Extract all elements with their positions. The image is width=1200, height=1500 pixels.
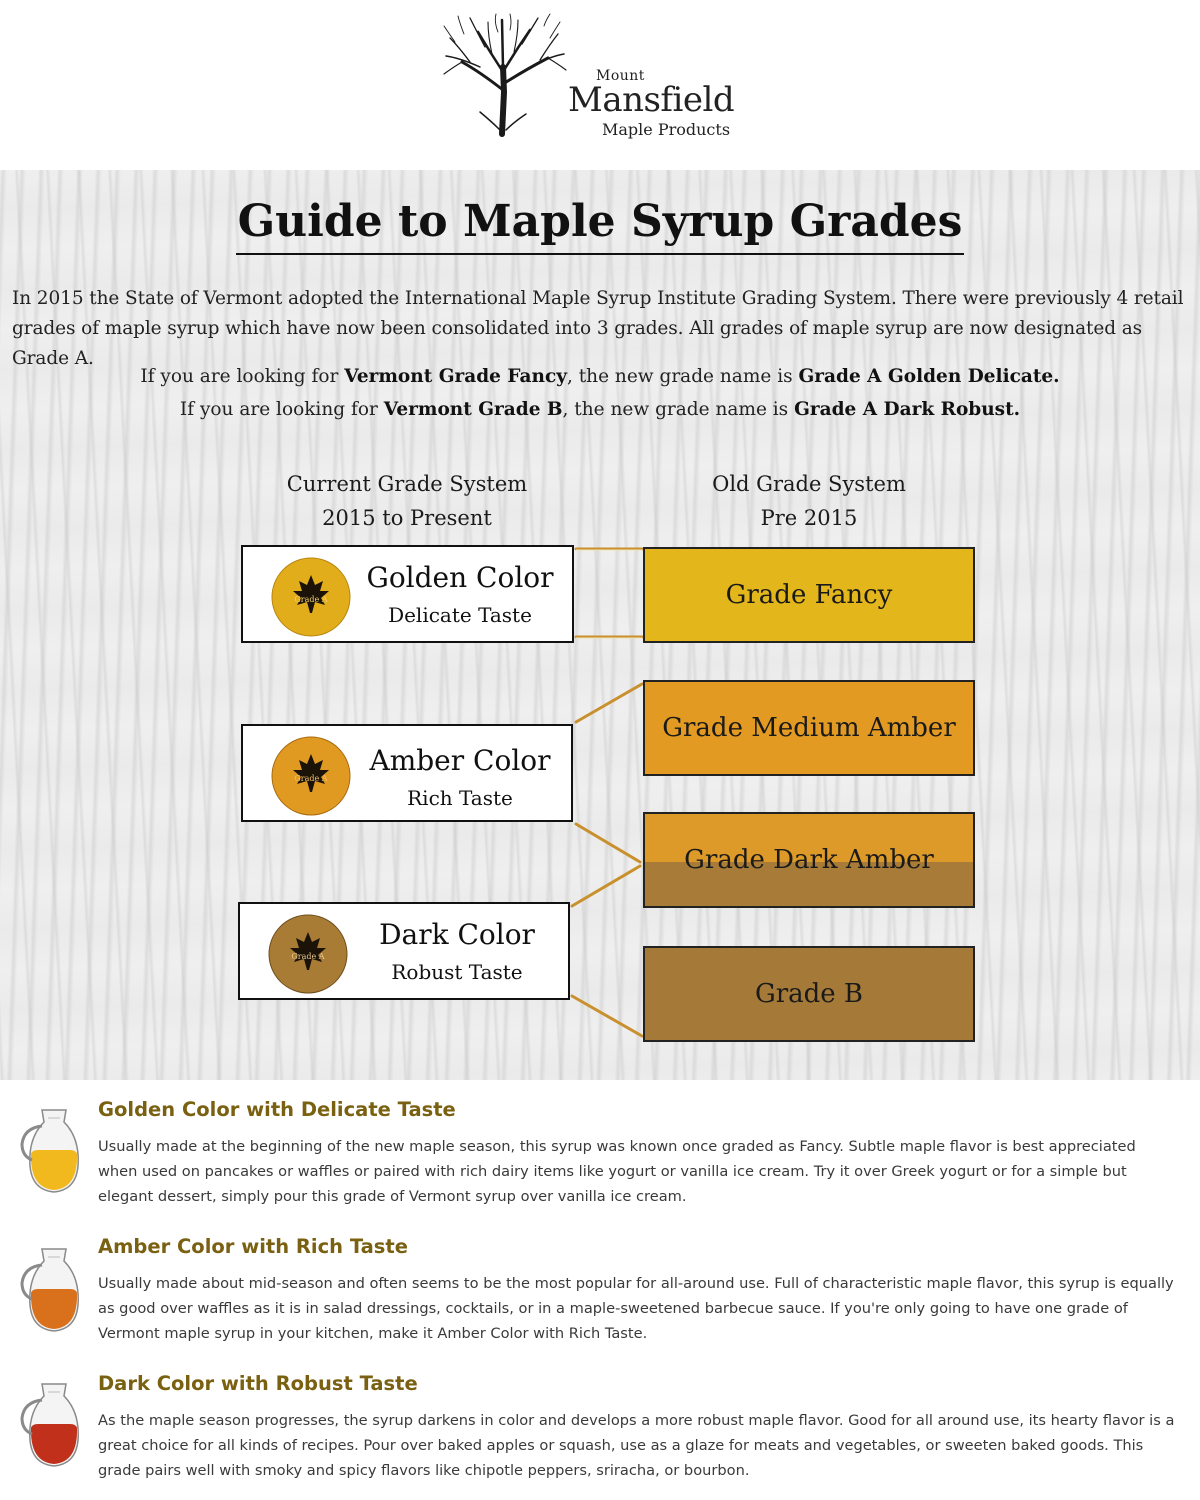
dark-syrup-pitcher-icon bbox=[18, 1378, 90, 1468]
brand-mount: Mount bbox=[596, 68, 645, 84]
golden-description-title: Golden Color with Delicate Taste bbox=[98, 1098, 456, 1121]
dark-description-title: Dark Color with Robust Taste bbox=[98, 1372, 418, 1395]
current-grade-amber bbox=[241, 724, 573, 822]
amber-syrup-pitcher-icon bbox=[18, 1243, 90, 1333]
grade-a-dark-seal-icon bbox=[268, 914, 348, 994]
grade-a-golden-seal-icon bbox=[271, 557, 351, 637]
old-grade-dark-amber bbox=[643, 812, 975, 908]
robust-taste-label: Robust Taste bbox=[391, 960, 523, 984]
rich-taste-label: Rich Taste bbox=[407, 786, 513, 810]
old-grade-b-label: Grade B bbox=[754, 979, 864, 1009]
golden-description-body: Usually made at the beginning of the new maple season, this syrup was known once graded as Fancy. Subtle maple flavor is best appreciated when used on pancakes or waffles or paired with rich dairy items like yogurt or vanilla ice cream. Try it over Greek yogurt or for a simple but elegant dessert, simply pour this grade of Vermont syrup over vanilla ice cream. bbox=[98, 1138, 1136, 1205]
svg-text:Grade A: Grade A bbox=[294, 595, 328, 604]
dark-description-body: As the maple season progresses, the syrup darkens in color and develops a more robust maple flavor. Good for all around use, its hearty flavor is a great choice for all kinds of recipes. Pour over baked apples or squash, use as a glaze for meats and vegetables, or sweeten baked goods. This grade pairs well with smoky and spicy flavors like chipotle peppers, sriracha, or bourbon. bbox=[98, 1412, 1175, 1479]
old-grade-fancy bbox=[643, 547, 975, 643]
old-grade-medium-amber-label: Grade Medium Amber bbox=[662, 713, 956, 743]
delicate-taste-label: Delicate Taste bbox=[388, 603, 532, 627]
amber-description-body: Usually made about mid-season and often seems to be the most popular for all-around use. Full of characteristic maple flavor, this syrup is equally as good over waffles as it is in salad dressings, cocktails, or in a maple-sweetened barbecue sauce. If you're only going to have one grade of Vermont maple syrup in your kitchen, make it Amber Color with Rich Taste. bbox=[98, 1275, 1174, 1342]
intro-paragraph: In 2015 the State of Vermont adopted the International Maple Syrup Institute Grading System. There were previously 4 retail grades of maple syrup which have now been consolidated into 3 grades. All grades of maple syrup are now designated as Grade A. bbox=[12, 288, 1184, 369]
golden-color-label: Golden Color bbox=[366, 561, 554, 594]
old-grade-fancy-label: Grade Fancy bbox=[725, 580, 893, 610]
old-system-heading: Old Grade System Pre 2015 bbox=[712, 472, 906, 530]
lookup-fancy: If you are looking for Vermont Grade Fancy, the new grade name is Grade A Golden Delicate. bbox=[140, 366, 1060, 387]
lookup-grade-b: If you are looking for Vermont Grade B, the new grade name is Grade A Dark Robust. bbox=[179, 399, 1021, 420]
amber-color-label: Amber Color bbox=[369, 744, 551, 777]
svg-text:Grade A: Grade A bbox=[291, 952, 325, 961]
brand-name: Mansfield bbox=[568, 80, 735, 120]
current-grade-dark bbox=[238, 902, 570, 1000]
golden-syrup-pitcher-icon bbox=[18, 1104, 90, 1194]
old-grade-b bbox=[643, 946, 975, 1042]
brand-products: Maple Products bbox=[602, 120, 731, 139]
svg-text:Grade A: Grade A bbox=[294, 774, 328, 783]
current-grade-golden bbox=[241, 545, 574, 643]
current-system-heading: Current Grade System 2015 to Present bbox=[286, 472, 528, 530]
dark-color-label: Dark Color bbox=[379, 918, 535, 951]
old-grade-dark-amber-label: Grade Dark Amber bbox=[684, 845, 934, 875]
page-title: Guide to Maple Syrup Grades bbox=[0, 196, 1200, 247]
amber-description-title: Amber Color with Rich Taste bbox=[98, 1235, 408, 1258]
old-grade-medium-amber bbox=[643, 680, 975, 776]
grade-a-amber-seal-icon bbox=[271, 736, 351, 816]
